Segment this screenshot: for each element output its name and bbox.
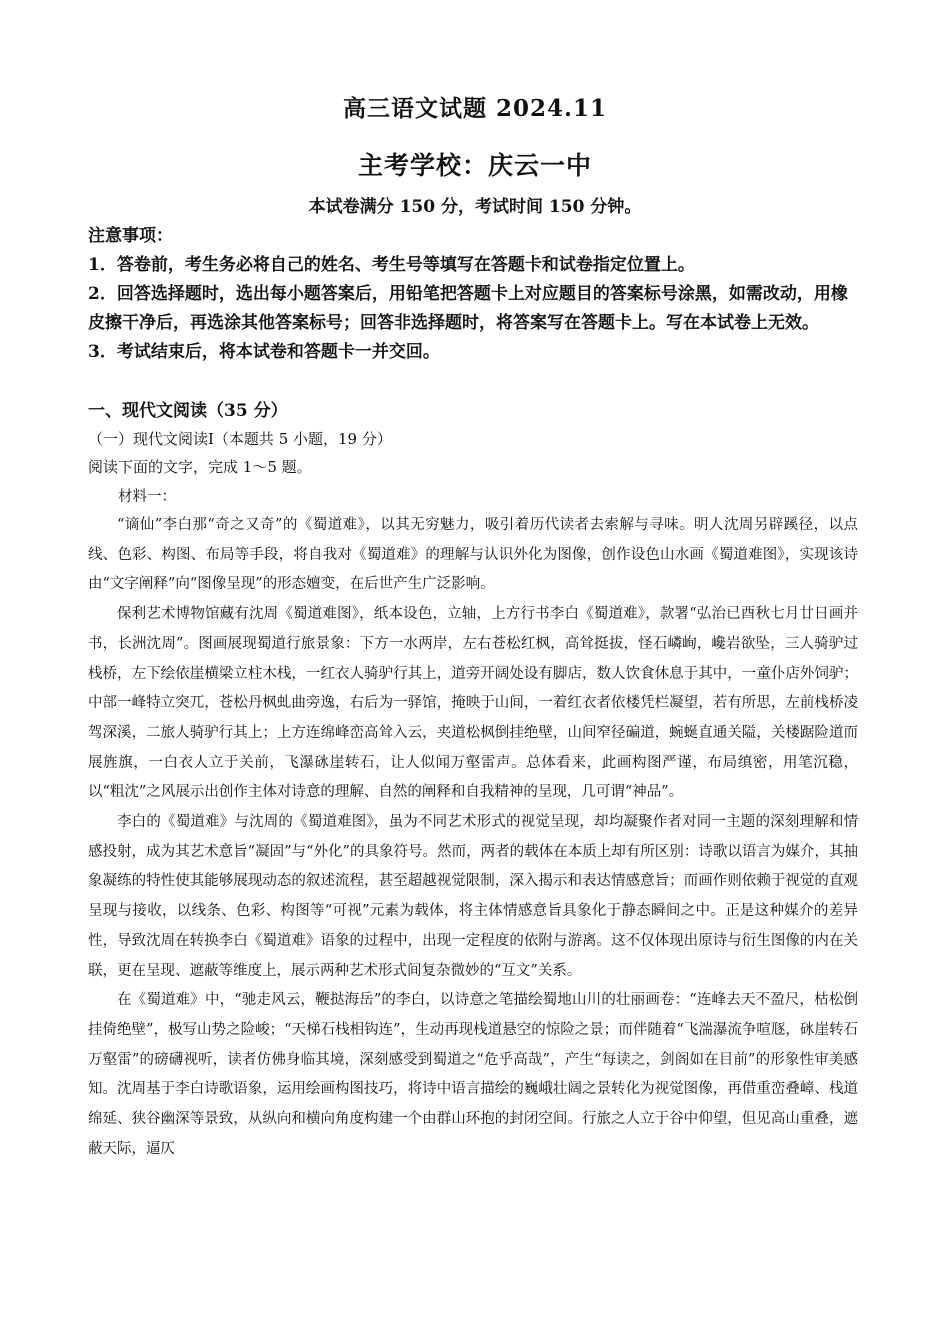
passage-paragraph-4: 在《蜀道难》中，“驰走风云，鞭挞海岳”的李白，以诗意之笔描绘蜀地山川的壮丽画卷：“连峰去天不盈尺，枯松倒挂倚绝壁”，极写山势之险峻；“天梯石栈相钩连”，生动再现栈道悬空的惊险之景；而伴随着“飞湍瀑流争喧豗，砯崖转石万壑雷”的磅礴视听，读者仿佛身临其境，深刻感受到蜀道之“危乎高哉”，产生“每读之，剑阁如在目前”的形象性审美感知。沈周基于李白诗歌语象，运用绘画构图技巧，将诗中语言描绘的巍峨壮阔之景转化为视觉图像，再借重峦叠嶂、栈道绵延、狭谷幽深等景致，从纵向和横向角度构建一个由群山环抱的封闭空间。行旅之人立于谷中仰望，但见高山重叠，遮蔽天际，逼仄: [88, 992, 858, 1157]
material-label: 材料一：: [118, 489, 176, 505]
passage-paragraph-3: 李白的《蜀道难》与沈周的《蜀道难图》，虽为不同艺术形式的视觉呈现，却均凝聚作者对同一主题的深刻理解和情感投射，成为其艺术意旨“凝固”与“外化”的具象符号。然而，两者的载体在本质上却有所区别：诗歌以语言为媒介，其抽象凝练的特性使其能够展现动态的叙述流程，甚至超越视觉限制，深入揭示和表达情感意旨；而画作则依赖于视觉的直观呈现与接收，以线条、色彩、构图等“可视”元素为载体，将主体情感意旨具象化于静态瞬间之中。正是这种媒介的差异性，导致沈周在转换李白《蜀道难》语象的过程中，出现一定程度的依附与游离。这不仅体现出原诗与衍生图像的内在关联，更在呈现、遮蔽等维度上，展示两种艺术形式间复杂微妙的“互文”关系。: [88, 814, 858, 979]
note-item-2: 2．回答选择题时，选出每小题答案后，用铅笔把答题卡上对应题目的答案标号涂黑，如需改动，用橡皮擦干净后，再选涂其他答案标号；回答非选择题时，将答案写在答题卡上。写在本试卷上无效。: [88, 284, 848, 333]
reading-passage: [88, 511, 858, 1164]
passage-paragraph-1: “谪仙”李白那“奇之又奇”的《蜀道难》，以其无穷魅力，吸引着历代读者去索解与寻味。明人沈周另辟蹊径，以点线、色彩、构图、布局等手段，将自我对《蜀道难》的理解与认识外化为图像，创作设色山水画《蜀道难图》，实现该诗由“文字阐释”向“图像呈现”的形态嬗变，在后世产生广泛影响。: [88, 517, 858, 593]
section-subheading: （一）现代文阅读Ⅰ（本题共 5 小题，19 分）: [88, 430, 392, 448]
note-item-1: 1．答卷前，考生务必将自己的姓名、考生号等填写在答题卡和试卷指定位置上。: [88, 255, 695, 275]
section-heading: 一、现代文阅读（35 分）: [88, 401, 288, 421]
host-school: 主考学校：庆云一中: [357, 151, 592, 180]
note-item-3: 3．考试结束后，将本试卷和答题卡一并交回。: [88, 342, 440, 362]
exam-info: 本试卷满分 150 分，考试时间 150 分钟。: [308, 197, 642, 217]
notes-heading: 注意事项：: [88, 226, 173, 246]
reading-instruction: 阅读下面的文字，完成 1～5 题。: [88, 458, 312, 476]
exam-title: 高三语文试题 2024.11: [342, 95, 608, 122]
passage-paragraph-2: 保利艺术博物馆藏有沈周《蜀道难图》，纸本设色，立轴，上方行书李白《蜀道难》，款署“弘治已酉秋七月廿日画并书，长洲沈周”。图画展现蜀道行旅景象：下方一水两岸，左右苍松红枫，高耸挺拔，怪石嶙峋，巉岩欲坠，三人骑驴过栈桥，左下绘依崖横梁立柱木栈，一红衣人骑驴行其上，道旁开阔处设有脚店，数人饮食休息于其中，一童仆店外饲驴；中部一峰特立突兀，苍松丹枫虬曲旁逸，右后为一驿馆，掩映于山间，一着红衣者依楼凭栏凝望，若有所思，左前栈桥凌驾深溪，二旅人骑驴行其上；上方连绵峰峦高耸入云，夹道松枫倒挂绝壁，山间窄径碥道，蜿蜒直通关隘，关楼踞险道而展旌旗，一白衣人立于关前，飞瀑砯崖转石，让人似闻万壑雷声。总体看来，此画构图严谨，布局缜密，用笔沉稳，以“粗沈”之风展示出创作主体对诗意的理解、自然的阐释和自我精神的呈现，几可谓“神品”。: [88, 606, 858, 801]
notes-block: [88, 222, 864, 367]
